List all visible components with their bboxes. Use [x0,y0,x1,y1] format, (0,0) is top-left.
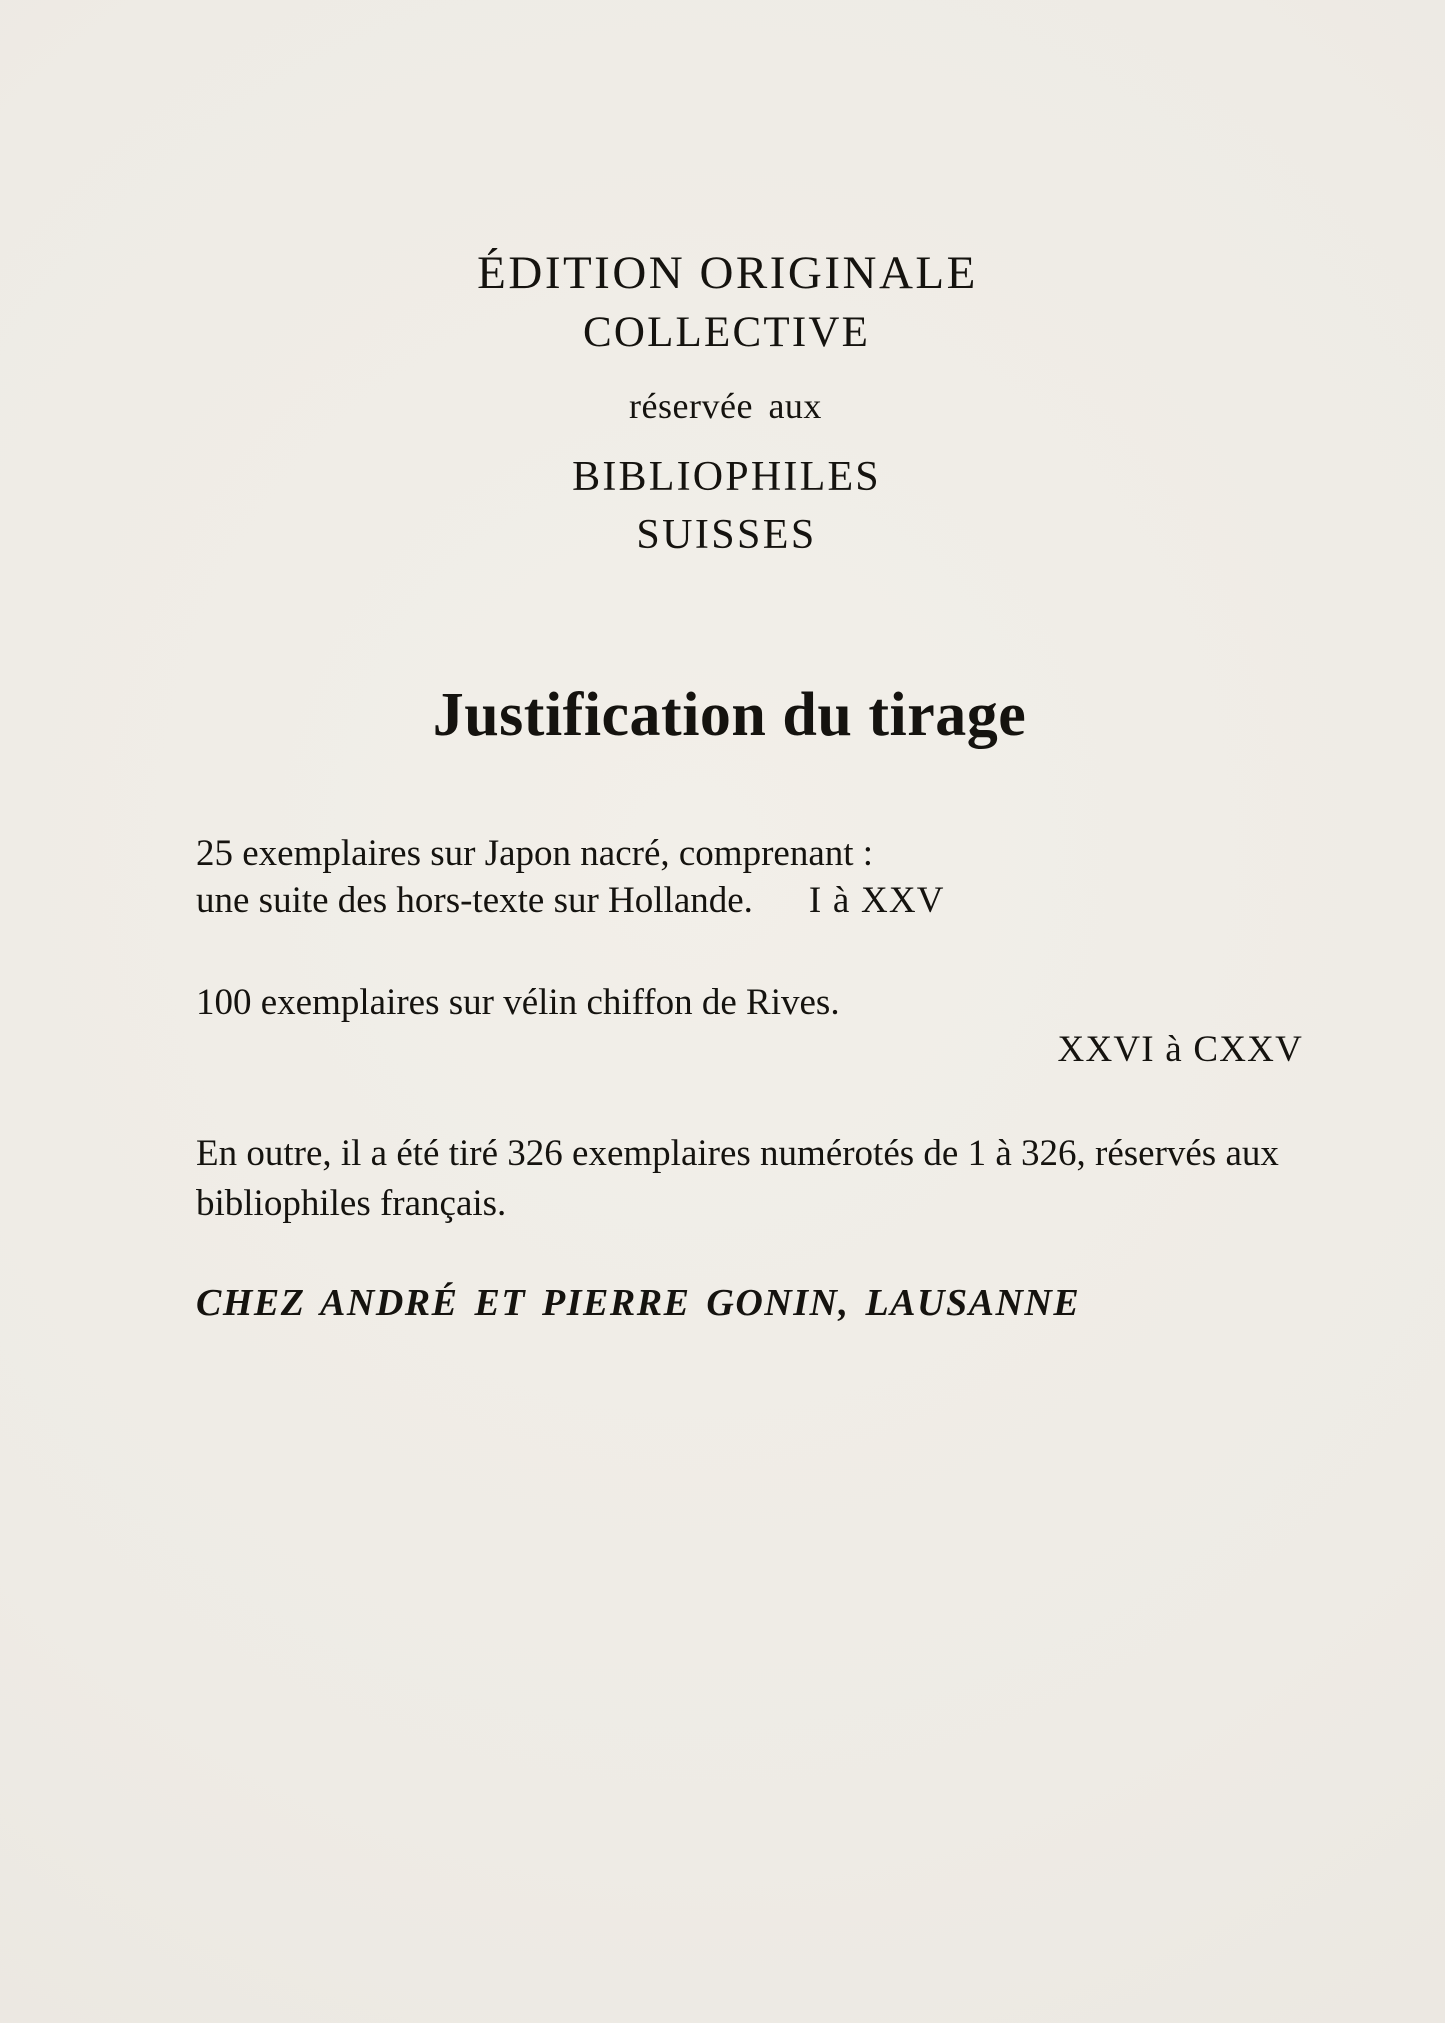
page-title: Justification du tirage [432,681,1027,749]
tirage-entry-2-range: XXVI à CXXV [1057,1029,1303,1071]
edition-line-1: ÉDITION ORIGINALE [477,247,978,299]
tirage-entry-2 [196,979,1315,1074]
tirage-entry-1 [196,830,1315,925]
colophon-content [0,247,1445,1325]
publisher-imprint: CHEZ ANDRÉ ET PIERRE GONIN, LAUSANNE [196,1281,1081,1324]
tirage-details [0,830,1445,1325]
edition-line-2: COLLECTIVE [582,309,871,356]
tirage-entry-1-description: une suite des hors-texte sur Hollande. [196,880,753,922]
tirage-entry-1-range: I à XXV [808,880,945,922]
tirage-entry-2-line-1: 100 exemplaires sur vélin chiffon de Rives. [196,981,840,1023]
edition-line-5: SUISSES [636,512,817,558]
additional-note: En outre, il a été tiré 326 exemplaires numérotés de 1 à 326, réservés aux bibliophiles français. [196,1133,1279,1225]
tirage-entry-1-line-2 [196,877,1315,924]
tirage-entry-1-line-1: 25 exemplaires sur Japon nacré, comprenant : [196,833,874,874]
edition-line-4: BIBLIOPHILES [572,454,881,500]
edition-statement [0,247,1445,558]
edition-line-3: réservée aux [629,386,822,426]
